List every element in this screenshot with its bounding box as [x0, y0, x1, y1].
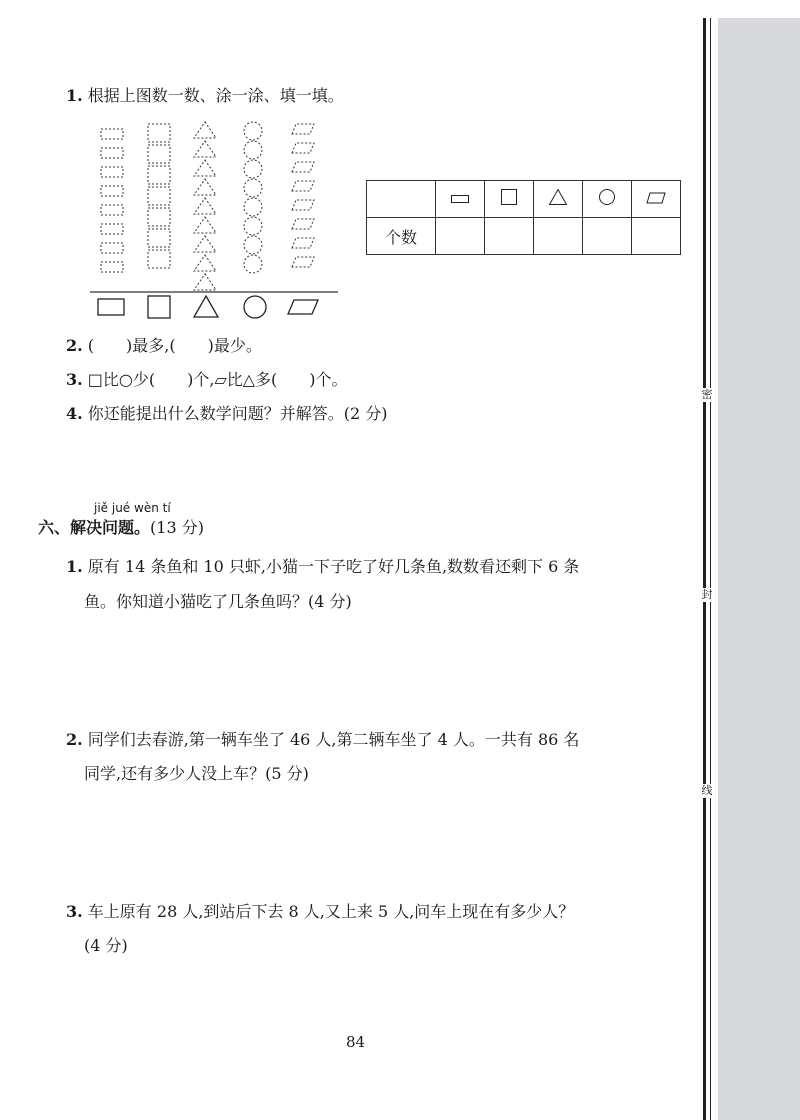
q1-text: 根据上图数一数、涂一涂、填一填。	[87, 86, 344, 105]
answer-cell-triangle[interactable]	[534, 218, 583, 255]
s6-q3-text1: 车上原有 28 人,到站后下去 8 人,又上来 5 人,问车上现在有多少人？	[87, 902, 575, 921]
answer-cell-circle[interactable]	[583, 218, 632, 255]
section6-score: (13 分)	[150, 518, 204, 537]
parallelogram-column	[292, 124, 314, 267]
q2-line	[66, 336, 262, 356]
binding-margin-shade	[718, 18, 800, 1120]
q1-number: 1.	[66, 86, 83, 105]
s6-q2-text1: 同学们去春游,第一辆车坐了 46 人,第二辆车坐了 4 人。一共有 86 名	[87, 730, 580, 749]
table-count-row	[367, 218, 681, 255]
table-corner-cell	[367, 181, 436, 218]
answer-cell-square[interactable]	[485, 218, 534, 255]
answer-cell-parallelogram[interactable]	[632, 218, 681, 255]
s6-q1-text2: 鱼。你知道小猫吃了几条鱼吗？(4 分)	[84, 592, 352, 611]
shape-count-figure	[90, 118, 338, 322]
q2-text: ( )最多,( )最少。	[87, 336, 262, 355]
s6-q1-line1	[66, 557, 579, 577]
header-parallelogram-cell	[632, 181, 681, 218]
legend-rectangle-icon	[98, 299, 124, 315]
margin-char-feng: 封	[698, 588, 716, 602]
section6-heading: 六、解决问题。	[38, 518, 151, 537]
legend-square-icon	[148, 296, 170, 318]
legend-parallelogram-icon	[288, 300, 318, 314]
q4-text: 你还能提出什么数学问题？并解答。(2 分)	[87, 404, 388, 423]
legend-circle-icon	[244, 296, 266, 318]
header-triangle-cell	[534, 181, 583, 218]
count-table	[366, 180, 681, 255]
section6-heading-line	[38, 518, 204, 538]
q3-number: 3.	[66, 370, 83, 389]
binding-line-thick	[703, 18, 706, 1120]
header-rectangle-cell	[436, 181, 485, 218]
binding-line-thin	[710, 18, 711, 1120]
shape-legend-row	[98, 296, 318, 318]
q2-number: 2.	[66, 336, 83, 355]
header-circle-cell	[583, 181, 632, 218]
margin-char-mi: 密	[698, 388, 716, 402]
s6-q3-text2: (4 分)	[84, 936, 128, 955]
q1-line	[66, 86, 344, 106]
s6-q2-line1	[66, 730, 579, 750]
header-square-cell	[485, 181, 534, 218]
page-number: 84	[346, 1033, 366, 1051]
square-icon	[500, 188, 518, 206]
s6-q1-text1: 原有 14 条鱼和 10 只虾,小猫一下子吃了好几条鱼,数数看还剩下 6 条	[87, 557, 580, 576]
q3-line	[66, 370, 348, 390]
circle-icon	[598, 188, 616, 206]
parallelogram-icon	[645, 191, 667, 205]
margin-char-xian: 线	[698, 784, 716, 798]
q4-line	[66, 404, 388, 424]
s6-q3-line1	[66, 902, 574, 922]
circle-column	[244, 122, 262, 273]
row-label-count: 个数	[367, 218, 436, 255]
square-column	[148, 124, 170, 268]
triangle-icon	[548, 188, 568, 206]
s6-q2-number: 2.	[66, 730, 83, 749]
q4-number: 4.	[66, 404, 83, 423]
triangle-column	[194, 122, 216, 290]
answer-cell-rectangle[interactable]	[436, 218, 485, 255]
s6-q3-number: 3.	[66, 902, 83, 921]
rectangle-icon	[450, 193, 470, 205]
s6-q2-text2: 同学,还有多少人没上车？(5 分)	[84, 764, 309, 783]
q3-text: □比○少( )个,▱比△多( )个。	[87, 370, 348, 389]
rectangle-column	[101, 129, 123, 272]
s6-q1-number: 1.	[66, 557, 83, 576]
table-header-row	[367, 181, 681, 218]
legend-triangle-icon	[194, 296, 218, 317]
section6-pinyin: jiě jué wèn tí	[94, 501, 171, 515]
